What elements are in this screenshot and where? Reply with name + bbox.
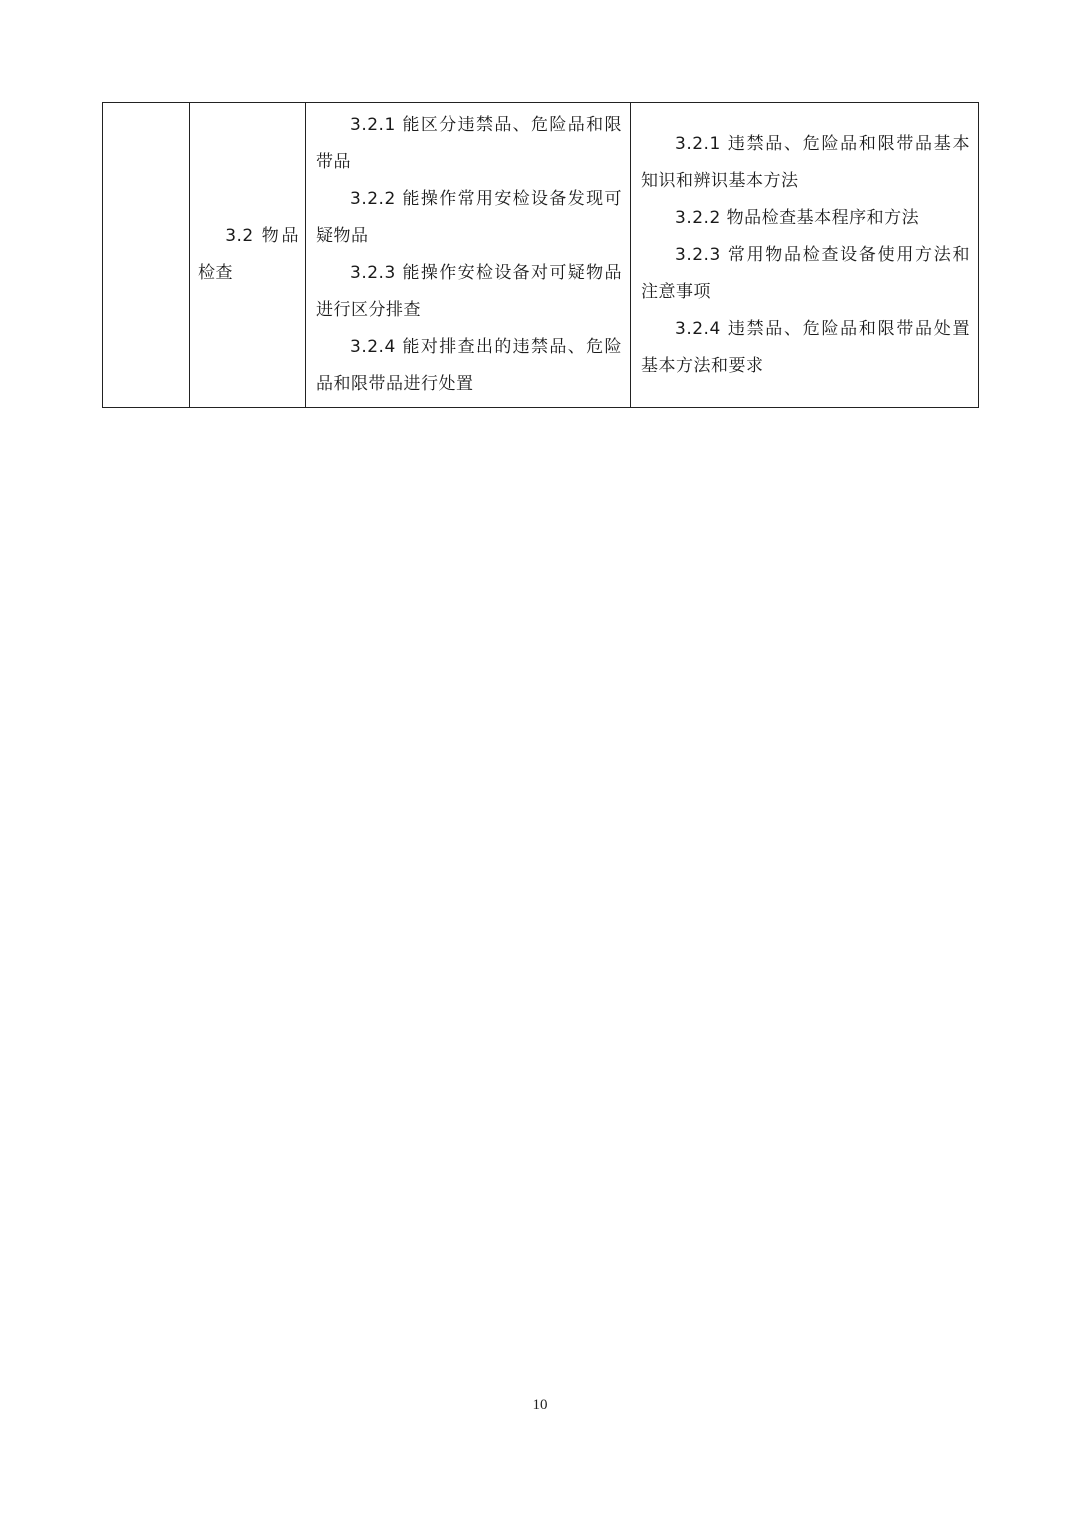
page-number: 10 [532, 1397, 548, 1413]
knowledge-item: 3.2.4 违禁品、危险品和限带品处置基本方法和要求 [641, 318, 970, 376]
knowledge-item: 3.2.1 违禁品、危险品和限带品基本知识和辨识基本方法 [641, 133, 970, 191]
category-cell [103, 103, 190, 408]
skill-item: 3.2.3 能操作安检设备对可疑物品进行区分排查 [316, 263, 622, 320]
table-row [103, 103, 979, 408]
module-title: 3.2 物品检查 [198, 226, 299, 283]
knowledge-item: 3.2.2 物品检查基本程序和方法 [675, 207, 920, 228]
skill-item: 3.2.1 能区分违禁品、危险品和限带品 [316, 115, 622, 172]
skill-item: 3.2.4 能对排查出的违禁品、危险品和限带品进行处置 [316, 337, 622, 394]
category-text [103, 251, 189, 259]
skills-cell [306, 103, 631, 408]
standards-table [102, 102, 979, 408]
knowledge-item: 3.2.3 常用物品检查设备使用方法和注意事项 [641, 244, 970, 302]
knowledge-cell [631, 103, 979, 408]
skill-item: 3.2.2 能操作常用安检设备发现可疑物品 [316, 189, 622, 246]
module-cell [190, 103, 306, 408]
